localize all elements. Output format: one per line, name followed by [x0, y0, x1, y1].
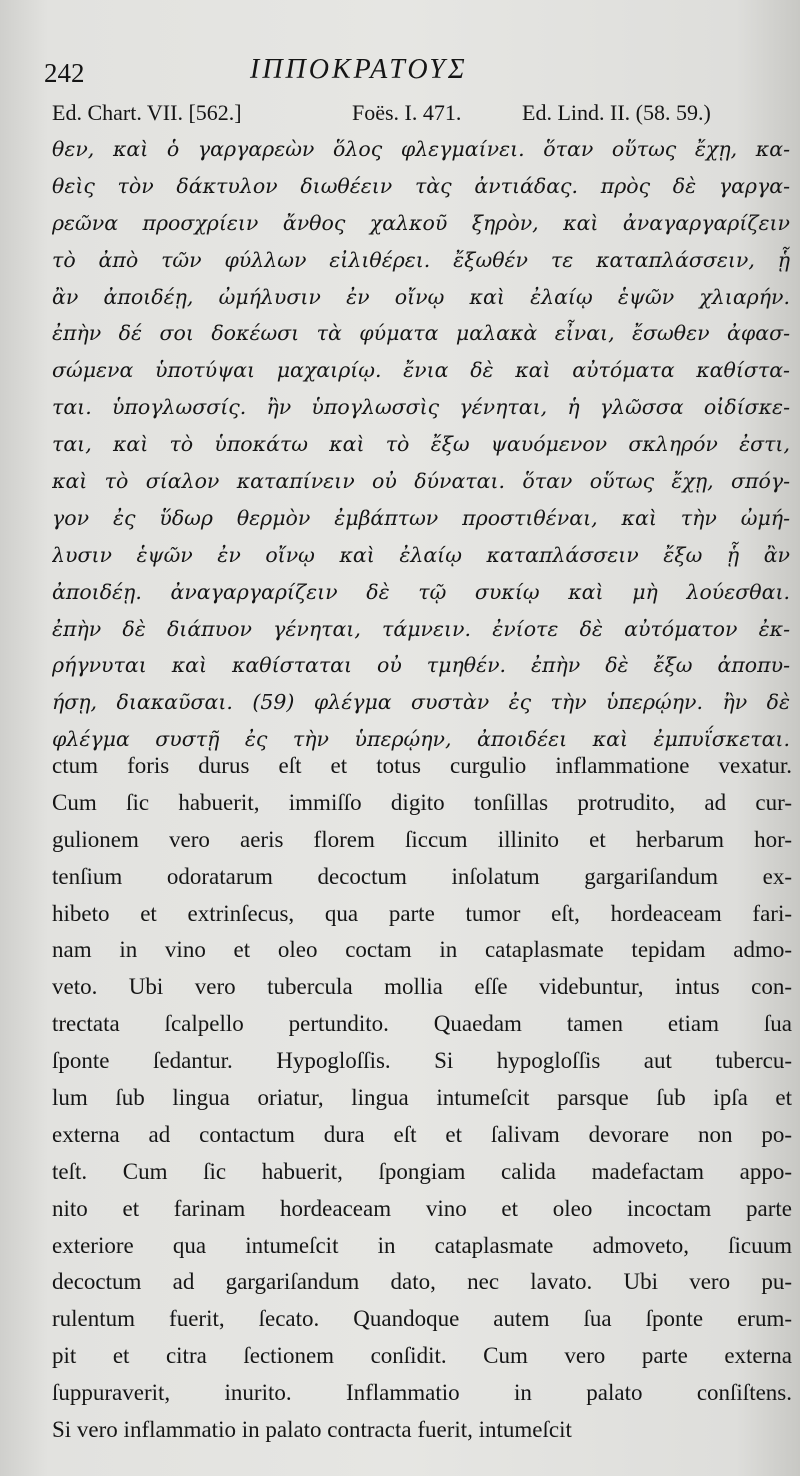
latin-line: pit et citra ſectionem conſidit. Cum vero parte externa: [52, 1343, 792, 1369]
greek-line: θεὶς τὸν δάκτυλον διωθέειν τὰς ἀντιάδας. πρὸς δὲ γαργα-: [52, 173, 790, 198]
latin-text-block: [52, 748, 792, 1449]
greek-line: ἐπὴν δέ σοι δοκέωσι τὰ φύματα μαλακὰ εἶναι, ἔσωθεν ἀφασ-: [52, 321, 790, 346]
latin-line: rulentum fuerit, ſecato. Quandoque autem ſua ſponte erum-: [52, 1306, 792, 1332]
latin-line: trectata ſcalpello pertundito. Quaedam tamen etiam ſua: [52, 1011, 792, 1037]
greek-line: ται. ὑπογλωσσίς. ἢν ὑπογλωσσὶς γένηται, ἡ γλῶσσα οἰδίσκε-: [52, 395, 790, 420]
greek-line: ρήγνυται καὶ καθίσταται οὐ τμηθέν. ἐπὴν δὲ ἔξω ἀποπυ-: [52, 653, 790, 678]
greek-text-block: [52, 131, 790, 758]
latin-line: teſt. Cum ſic habuerit, ſpongiam calida madefactam appo-: [52, 1158, 792, 1184]
foesius-edition-ref: Foës. I. 471.: [352, 100, 462, 125]
chartier-edition-ref: Ed. Chart. VII. [562.]: [52, 100, 242, 125]
greek-line: γον ἐς ὕδωρ θερμὸν ἐμβάπτων προστιθέναι, καὶ τὴν ὠμή-: [52, 505, 790, 530]
latin-line: externa ad contactum dura eſt et ſalivam devorare non po-: [52, 1121, 792, 1147]
greek-line: λυσιν ἑψῶν ἐν οἴνῳ καὶ ἐλαίῳ καταπλάσσειν ἔξω ᾗ ἂν: [52, 542, 790, 567]
latin-line: gulionem vero aeris florem ſiccum illinito et herbarum hor-: [52, 826, 792, 852]
greek-line: ρεῶνα προσχρίειν ἄνθος χαλκοῦ ξηρὸν, καὶ ἀναγαργαρίζειν: [52, 210, 790, 235]
greek-line: ἐπὴν δὲ διάπυον γένηται, τάμνειν. ἐνίοτε δὲ αὐτόματον ἐκ-: [52, 616, 790, 641]
greek-line: καὶ τὸ σίαλον καταπίνειν οὐ δύναται. ὅταν οὕτως ἔχῃ, σπόγ-: [52, 469, 790, 494]
latin-line: exteriore qua intumeſcit in cataplasmate admoveto, ſicuum: [52, 1232, 792, 1258]
greek-line: ἂν ἀποιδέῃ, ὠμήλυσιν ἐν οἴνῳ καὶ ἐλαίῳ ἑψῶν χλιαρήν.: [52, 284, 790, 309]
latin-line: Si vero inflammatio in palato contracta fuerit, intumeſcit: [52, 1417, 572, 1443]
latin-line: nam in vino et oleo coctam in cataplasmate tepidam admo-: [52, 937, 792, 963]
latin-line: Cum ſic habuerit, immiſſo digito tonſillas protrudito, ad cur-: [52, 789, 792, 815]
latin-line: ſponte ſedantur. Hypogloſſis. Si hypogloſſis aut tubercu-: [52, 1048, 792, 1074]
page-header: [0, 50, 800, 90]
latin-line: hibeto et extrinſecus, qua parte tumor eſt, hordeaceam fari-: [52, 900, 792, 926]
latin-line: lum ſub lingua oriatur, lingua intumeſcit parsque ſub ipſa et: [52, 1085, 792, 1111]
greek-line: τὸ ἀπὸ τῶν φύλλων εἰλιθέρει. ἔξωθέν τε καταπλάσσειν, ᾗ: [52, 247, 790, 272]
latin-line: ſuppuraverit, inurito. Inflammatio in palato conſiſtens.: [52, 1380, 792, 1406]
running-title: ΙΠΠΟΚΡΑΤΟΥΣ: [250, 54, 468, 85]
latin-line: tenſium odoratarum decoctum inſolatum gargariſandum ex-: [52, 863, 792, 889]
latin-line: decoctum ad gargariſandum dato, nec lavato. Ubi vero pu-: [52, 1269, 792, 1295]
edition-reference-line: [52, 100, 792, 134]
greek-line: φλέγμα συστῇ ἐς τὴν ὑπερῴην, ἀποιδέει καὶ ἐμπυΐσκεται.: [52, 727, 790, 752]
latin-line: nito et farinam hordeaceam vino et oleo incoctam parte: [52, 1195, 792, 1221]
greek-line: σώμενα ὑποτύψαι μαχαιρίῳ. ἔνια δὲ καὶ αὐτόματα καθίστα-: [52, 358, 790, 383]
greek-line: ήσῃ, διακαῦσαι. (59) φλέγμα συστὰν ἐς τὴν ὑπερῴην. ἢν δὲ: [52, 690, 790, 715]
latin-line: ctum foris durus eſt et totus curgulio inflammatione vexatur.: [52, 753, 792, 778]
greek-line: ται, καὶ τὸ ὑποκάτω καὶ τὸ ἔξω ψαυόμενον σκληρόν ἐστι,: [52, 432, 790, 457]
greek-line: ἀποιδέῃ. ἀναγαργαρίζειν δὲ τῷ συκίῳ καὶ μὴ λούεσθαι.: [52, 579, 790, 604]
latin-line: veto. Ubi vero tubercula mollia eſſe videbuntur, intus con-: [52, 974, 792, 1000]
linden-edition-ref: Ed. Lind. II. (58. 59.): [522, 100, 711, 125]
greek-line: θεν, καὶ ὁ γαργαρεὼν ὅλος φλεγμαίνει. ὅταν οὕτως ἔχῃ, κα-: [52, 137, 790, 161]
page-number: 242: [44, 58, 85, 88]
